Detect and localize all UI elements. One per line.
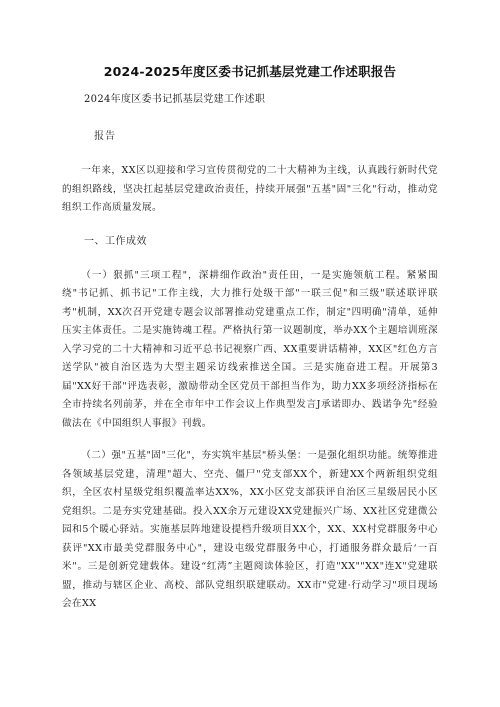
report-label: 报告 <box>94 131 116 142</box>
document-subtitle: 2024年度区委书记抓基层党建工作述职 <box>84 94 266 105</box>
paragraph-2: （二）强"五基"固"三化"，夯实筑牢基层"桥头堡：一是强化组织功能。统筹推进各领域基层党建，清理"超大、空壳、僵尸"党支部XX个，新建XX个两新组织党组织，全区农村星级党组织覆盖率达XX%，XX小区党支部获评自治区三星级居民小区党组织。二是夯实党建基础。投入XX余万元建设XX党建振兴广场、XX社区党建微公园和5个暖心驿站。实施基层阵地建设提档升级项目XX个，XX、XX村党群服务中心获评"XX市最美党群服务中心"，建设屯级党群服务中心，打通服务群众最后‘一百米"。三是创新党建载体。建设“红湾”主题阅读体验区，打造"XX""XX"连X"党建联盟，推动与辖区企业、高校、部队党组织联建联动。XX市"党建·行动学习"项目现场会在XX <box>62 450 438 609</box>
section-heading: 一、工作成效 <box>84 235 147 247</box>
document-title: 2024-2025年度区委书记抓基层党建工作述职报告 <box>103 64 397 79</box>
intro-paragraph: 一年来，XX区以迎接和学习宣传贯彻党的二十大精神为主线，认真践行新时代党的组织路线，坚决扛起基层党建政治责任，持续开展强"五基"固"三化"行动，推动党组织工作高质量发展。 <box>62 165 438 213</box>
paragraph-1: （一）狠抓"三项工程"，深耕细作政治"责任田，一是实施领航工程。紧紧围绕"书记抓、抓书记"工作主线，大力推行处级干部"一联三促"和三级"联述联评联考"机制，XX次召开党建专题会议部署推动党建重点工作，制定"四明确"清单，延伸压实主体责任。二是实施铸魂工程。严格执行第一议题制度，举办XX个主题培训班深入学习党的二十大精神和习近平总书记视察广西、XX重要讲话精神，XX区"红色方言送学队"被自治区选为大型主题采访线索推送全国。三是实施奋进工程。开展第3届"XX好干部"评选表彰，激励带动全区党员干部担当作为，助力XX多项经济指标在全市持续名列前茅，并在全市年中工作会议上作典型发言J承诺即办、践诺争先"经验做法在《中国组织人事报》刊载。 <box>62 269 438 429</box>
